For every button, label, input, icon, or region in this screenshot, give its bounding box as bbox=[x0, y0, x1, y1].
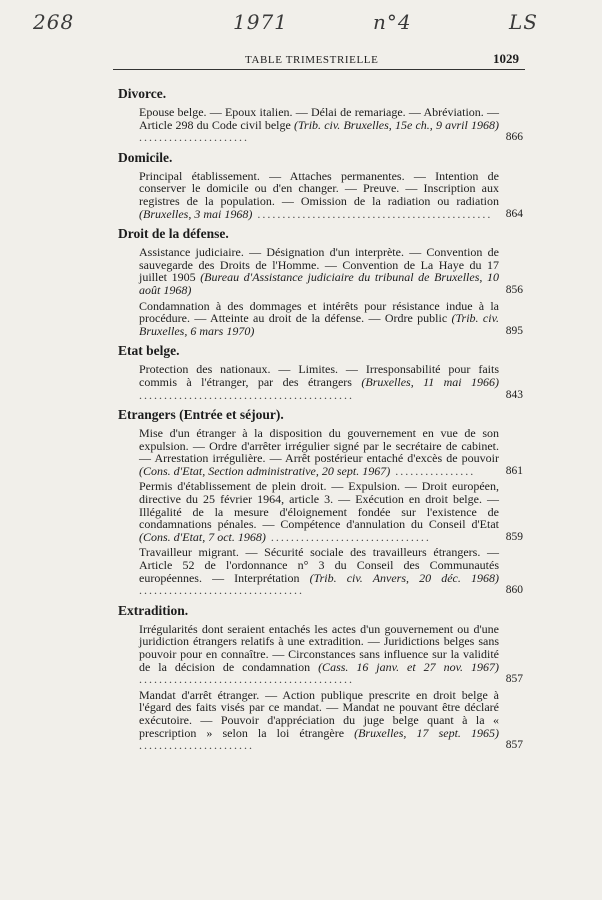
entry-page-number: 843 bbox=[505, 388, 523, 401]
entry-description: Irrégularités dont seraient entachés les actes d'un gouvernement ou d'une juridiction étrangers relatifs à une extradition. — Juridictions belges sans pouvoir pour en connaître. — Circonstances sans influence sur la validité de la décision de condamnation bbox=[139, 621, 499, 674]
index-entry bbox=[118, 480, 523, 543]
entry-leader: ....................... bbox=[139, 738, 254, 753]
entry-leader: ...................... bbox=[139, 130, 249, 145]
index-entry bbox=[118, 427, 523, 477]
index-entry bbox=[118, 623, 523, 686]
entry-leader: ................................. bbox=[139, 583, 304, 598]
handwritten-note-left: 268 bbox=[33, 10, 75, 34]
handwritten-issue: n°4 bbox=[373, 10, 412, 34]
entry-description: Mise d'un étranger à la disposition du gouvernement en vue de son expulsion. — Ordre d'arrêter irrégulier signé par le secrétaire de cabinet. — Arrestation irrégulière. — Arrêt postérieur entaché d'excès de pouvoir bbox=[139, 426, 499, 466]
entry-text bbox=[139, 363, 499, 401]
header-rule bbox=[113, 69, 525, 70]
section-title: Divorce. bbox=[118, 86, 167, 101]
entry-citation: (Trib. civ. Bruxelles, 15e ch., 9 avril 1968) bbox=[294, 117, 499, 132]
entry-page-number: 860 bbox=[505, 584, 523, 597]
entry-page-number: 857 bbox=[505, 739, 523, 752]
section-etat-belge bbox=[118, 343, 523, 401]
index-entry bbox=[118, 106, 523, 144]
entry-leader: ................................ bbox=[265, 529, 431, 544]
entry-citation: (Trib. civ. Bruxelles, 6 mars 1970) bbox=[139, 311, 499, 338]
index-entry bbox=[118, 246, 523, 296]
index-entry bbox=[118, 363, 523, 401]
entry-page-number: 857 bbox=[505, 673, 523, 686]
entry-citation: (Bureau d'Assistance judiciaire du tribunal de Bruxelles, 10 août 1968) bbox=[139, 270, 499, 297]
entry-text bbox=[139, 300, 499, 338]
entry-citation: (Bruxelles, 11 mai 1966) bbox=[361, 374, 500, 389]
entry-citation: (Bruxelles, 3 mai 1968) bbox=[139, 206, 253, 221]
section-title: Etat belge. bbox=[118, 343, 180, 359]
index-entry bbox=[118, 689, 523, 752]
entry-description: Mandat d'arrêt étranger. — Action publique prescrite en droit belge à l'égard des faits visés par ce mandat. — Mandat ne pouvant être déclaré exécutoire. — Pouvoir d'appréciation du juge belge quant à la « prescription » selon la loi étrangère bbox=[139, 687, 499, 740]
section-extradition bbox=[118, 603, 523, 752]
handwritten-initials: LS bbox=[509, 10, 538, 34]
entry-text bbox=[139, 689, 499, 752]
entry-text bbox=[139, 246, 499, 296]
entry-leader: ............................................... bbox=[252, 206, 493, 221]
entry-page-number: 864 bbox=[505, 207, 523, 220]
entry-citation: (Cons. d'Etat, Section administrative, 20 sept. 1967) bbox=[139, 463, 391, 478]
section-etrangers bbox=[118, 407, 523, 597]
entry-description: Travailleur migrant. — Sécurité sociale des travailleurs étrangers. — Article 52 de l'ordonnance n° 3 du Conseil des Communautés européennes. — Interprétation bbox=[139, 545, 499, 585]
page-number: 1029 bbox=[493, 51, 519, 66]
entry-citation: (Trib. civ. Anvers, 20 déc. 1968) bbox=[309, 570, 499, 585]
section-droit-defense bbox=[118, 226, 523, 337]
entry-page-number: 861 bbox=[505, 464, 523, 477]
entry-leader: ........................................... bbox=[139, 672, 354, 687]
section-title: Extradition. bbox=[118, 602, 189, 618]
running-head: TABLE TRIMESTRIELLE bbox=[245, 54, 379, 66]
index-entry bbox=[118, 170, 523, 220]
entry-citation: (Bruxelles, 17 sept. 1965) bbox=[354, 725, 499, 740]
entry-description: Principal établissement. — Attaches permanentes. — Intention de conserver le domicile ou d'en changer. — Preuve. — Inscription aux registres de la population. — Omission de la radiation ou radiation bbox=[139, 168, 499, 208]
entry-description: Protection des nationaux. — Limites. — Irresponsabilité pour faits commis à l'étranger, par des étrangers bbox=[139, 362, 499, 389]
entry-citation: (Cass. 16 janv. et 27 nov. 1967) bbox=[318, 659, 499, 674]
entry-description: Epouse belge. — Epoux italien. — Délai de remariage. — Abréviation. — Article 298 du Code civil belge bbox=[139, 105, 499, 132]
entry-leader: ................ bbox=[390, 463, 476, 478]
entry-description: Assistance judiciaire. — Désignation d'un interprète. — Convention de sauvegarde des Droits de l'Homme. — Convention de La Haye du 17 juillet 1905 bbox=[139, 245, 499, 285]
section-title: Droit de la défense. bbox=[118, 226, 229, 242]
entry-leader: ........................................... bbox=[139, 387, 354, 402]
section-title: Domicile. bbox=[118, 149, 173, 165]
entry-text bbox=[139, 170, 499, 220]
entry-text bbox=[139, 546, 499, 596]
entry-text bbox=[139, 106, 499, 144]
entry-citation: (Cons. d'Etat, 7 oct. 1968) bbox=[139, 529, 266, 544]
entry-page-number: 895 bbox=[505, 324, 523, 337]
entry-text bbox=[139, 427, 499, 477]
index-entry bbox=[118, 300, 523, 338]
entry-description: Condamnation à des dommages et intérêts pour résistance indue à la procédure. — Atteinte au droit de la défense. — Ordre public bbox=[139, 298, 499, 326]
entry-text bbox=[139, 623, 499, 686]
entry-description: Permis d'établissement de plein droit. — Expulsion. — Droit européen, directive du 25 février 1964, article 3. — Exécution en droit belge. — Illégalité de la mesure d'éloignement fondée sur l'existence de condamnations pénales. — Compétence d'annulation du Conseil d'Etat bbox=[139, 479, 499, 532]
entry-page-number: 866 bbox=[505, 131, 523, 144]
index-entry bbox=[118, 546, 523, 596]
entry-page-number: 859 bbox=[505, 530, 523, 543]
section-domicile bbox=[118, 150, 523, 220]
entry-page-number: 856 bbox=[505, 283, 523, 296]
section-title: Etrangers (Entrée et séjour). bbox=[118, 407, 284, 423]
entry-text bbox=[139, 480, 499, 543]
handwritten-year: 1971 bbox=[233, 10, 288, 34]
index-content bbox=[118, 86, 523, 758]
section-divorce bbox=[118, 86, 523, 144]
